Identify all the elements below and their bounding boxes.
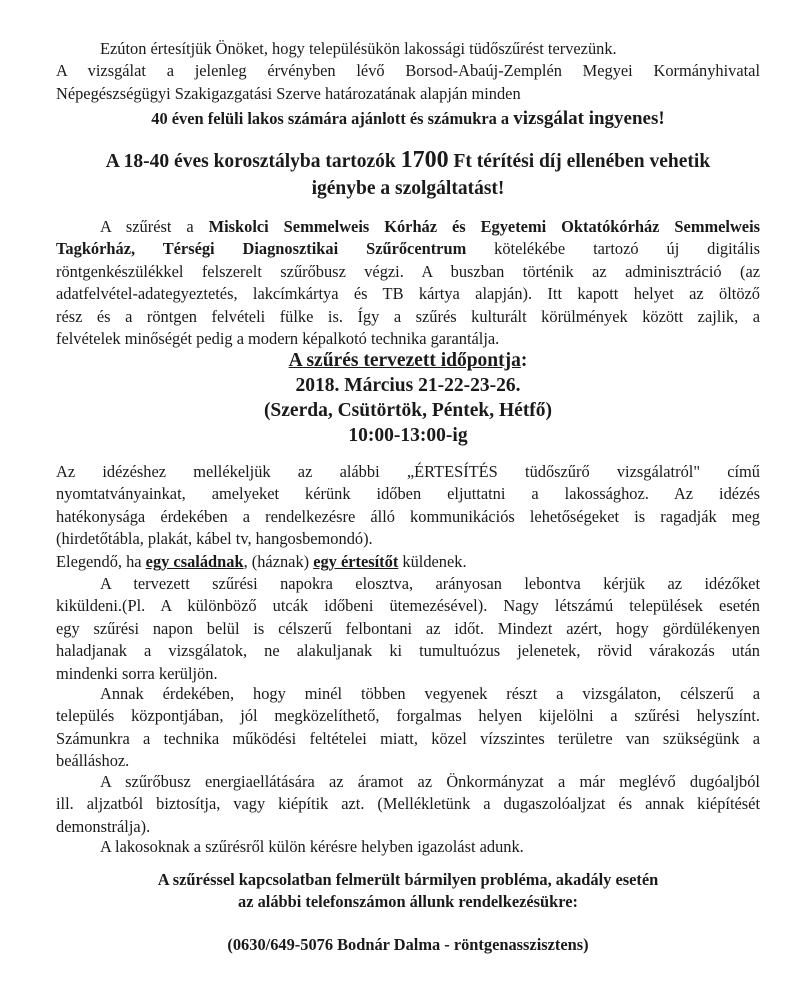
intro-free-emphasis: vizsgálat ingyenes! xyxy=(513,108,665,130)
intro-free-text: 40 éven felüli lakos számára ajánlott és számukra a xyxy=(151,109,514,129)
attachment-paragraph xyxy=(56,461,760,573)
distribution-paragraph xyxy=(56,573,760,685)
contact-phone: (0630/649-5076 Bodnár Dalma - röntgenasszisztens) xyxy=(227,934,589,954)
attachment-line xyxy=(56,551,760,573)
distribution-line: kiküldeni.(Pl. A különböző utcák időbeni ütemezésével). Nagy létszámú települések esetén xyxy=(56,596,760,616)
intro-line: Ezúton értesítjük Önöket, hogy településükön lakossági tüdőszűrést tervezünk. xyxy=(100,39,617,58)
contact-line: az alábbi telefonszámon állunk rendelkezésükre: xyxy=(238,892,578,912)
schedule-block xyxy=(56,348,760,448)
certificate-paragraph xyxy=(56,836,760,858)
description-line: rész és a röntgen felvételi fülke is. Így a szűrés kulturált körülmények között zajlik, a xyxy=(56,306,760,326)
fee-line xyxy=(56,148,760,174)
power-line: demonstrálja). xyxy=(56,816,151,836)
location-paragraph xyxy=(56,683,760,773)
power-line: A szűrőbusz energiaellátására az áramot az Önkormányzat a már meglévő dugóaljból xyxy=(100,772,760,791)
intro-paragraph xyxy=(56,38,760,131)
distribution-line: egy szűrési napon belül is célszerű felbontani az időt. Mindezt azért, hogy gördülékenyen xyxy=(56,618,760,638)
fee-notice xyxy=(56,148,760,201)
emphasis-notice: egy értesítőt xyxy=(313,551,399,571)
attachment-text: , (háznak) xyxy=(243,551,314,571)
certificate-line: A lakosoknak a szűrésről külön kérésre helyben igazolást adunk. xyxy=(100,837,524,856)
attachment-line: Az idézéshez mellékeljük az alábbi „ÉRTESÍTÉS tüdőszűrő vizsgálatról" című xyxy=(56,462,760,481)
description-line xyxy=(56,238,760,260)
distribution-line: haladjanak a vizsgálatok, ne alakuljanak ki tumultuózus jelenetek, rövid várakozás után xyxy=(56,641,760,661)
fee-text: Ft térítési díj ellenében vehetik xyxy=(448,151,711,172)
schedule-days: (Szerda, Csütörtök, Péntek, Hétfő) xyxy=(263,400,553,421)
intro-line: Népegészségügyi Szakigazgatási Szerve határozatának alapján minden xyxy=(56,83,521,103)
hospital-name: Miskolci Semmelweis Kórház és Egyetemi Oktatókórház Semmelweis xyxy=(208,217,760,236)
description-text: kötelékébe tartozó új digitális xyxy=(466,239,760,259)
distribution-line: mindenki sorra kerüljön. xyxy=(56,663,218,683)
intro-free-line xyxy=(56,108,760,130)
description-text: A szűrést a xyxy=(100,217,209,236)
description-line: adatfelvétel-adategyeztetés, lakcímkártya és TB kártya alapján). Itt kapott helyet az öltöző xyxy=(56,284,760,304)
distribution-line: A tervezett szűrési napokra elosztva, arányosan lebontva kérjük az idézőket xyxy=(100,574,760,593)
emphasis-family: egy családnak xyxy=(145,551,244,571)
schedule-title xyxy=(56,348,760,373)
schedule-title-colon: : xyxy=(520,350,528,371)
fee-line: igénybe a szolgáltatást! xyxy=(311,178,505,199)
attachment-line: nyomtatványainkat, amelyeket kérünk időben eljuttatni a lakossághoz. Az idézés xyxy=(56,484,760,504)
description-line: felvételek minőségét pedig a modern képalkotó technika garantálja. xyxy=(56,329,500,349)
description-paragraph xyxy=(56,216,760,350)
hospital-name: Tagkórház, Térségi Diagnosztikai Szűrőcentrum xyxy=(56,239,467,259)
schedule-title-text: A szűrés tervezett időpontja xyxy=(288,350,521,371)
location-line: település központjában, jól megközelíthető, forgalmas helyen kijelölni a szűrési helyszínt. xyxy=(56,706,760,726)
contact-block xyxy=(56,869,760,956)
contact-line: A szűréssel kapcsolatban felmerült bármilyen probléma, akadály esetén xyxy=(157,870,659,889)
intro-line: A vizsgálat a jelenleg érvényben lévő Borsod-Abaúj-Zemplén Megyei Kormányhivatal xyxy=(56,61,760,81)
fee-amount: 1700 xyxy=(400,147,449,173)
schedule-dates: 2018. Március 21-22-23-26. xyxy=(295,375,521,396)
location-line: beálláshoz. xyxy=(56,751,130,771)
power-paragraph xyxy=(56,771,760,838)
attachment-line: (hirdetőtábla, plakát, kábel tv, hangosbemondó). xyxy=(56,529,373,549)
attachment-text: Elegendő, ha xyxy=(56,551,146,571)
location-line: Annak érdekében, hogy minél többen vegyenek részt a vizsgálaton, célszerű a xyxy=(100,684,760,703)
attachment-text: küldenek. xyxy=(398,551,467,571)
location-line: Számunkra a technika működési feltételei miatt, közel vízszintes területre van szükségünk a xyxy=(56,728,760,748)
power-line: ill. aljzatból biztosítja, vagy kiépítik azt. (Mellékletünk a dugaszolóaljzat és annak kiépítését xyxy=(56,794,760,814)
schedule-hours: 10:00-13:00-ig xyxy=(348,425,468,446)
description-line: röntgenkészülékkel felszerelt szűrőbusz végzi. A buszban történik az adminisztráció (az xyxy=(56,261,760,281)
description-line xyxy=(56,216,760,238)
fee-text: A 18-40 éves korosztályba tartozók xyxy=(105,151,401,172)
attachment-line: hatékonysága érdekében a rendelkezésre álló kommunikációs lehetőségeket is ragadják meg xyxy=(56,506,760,526)
